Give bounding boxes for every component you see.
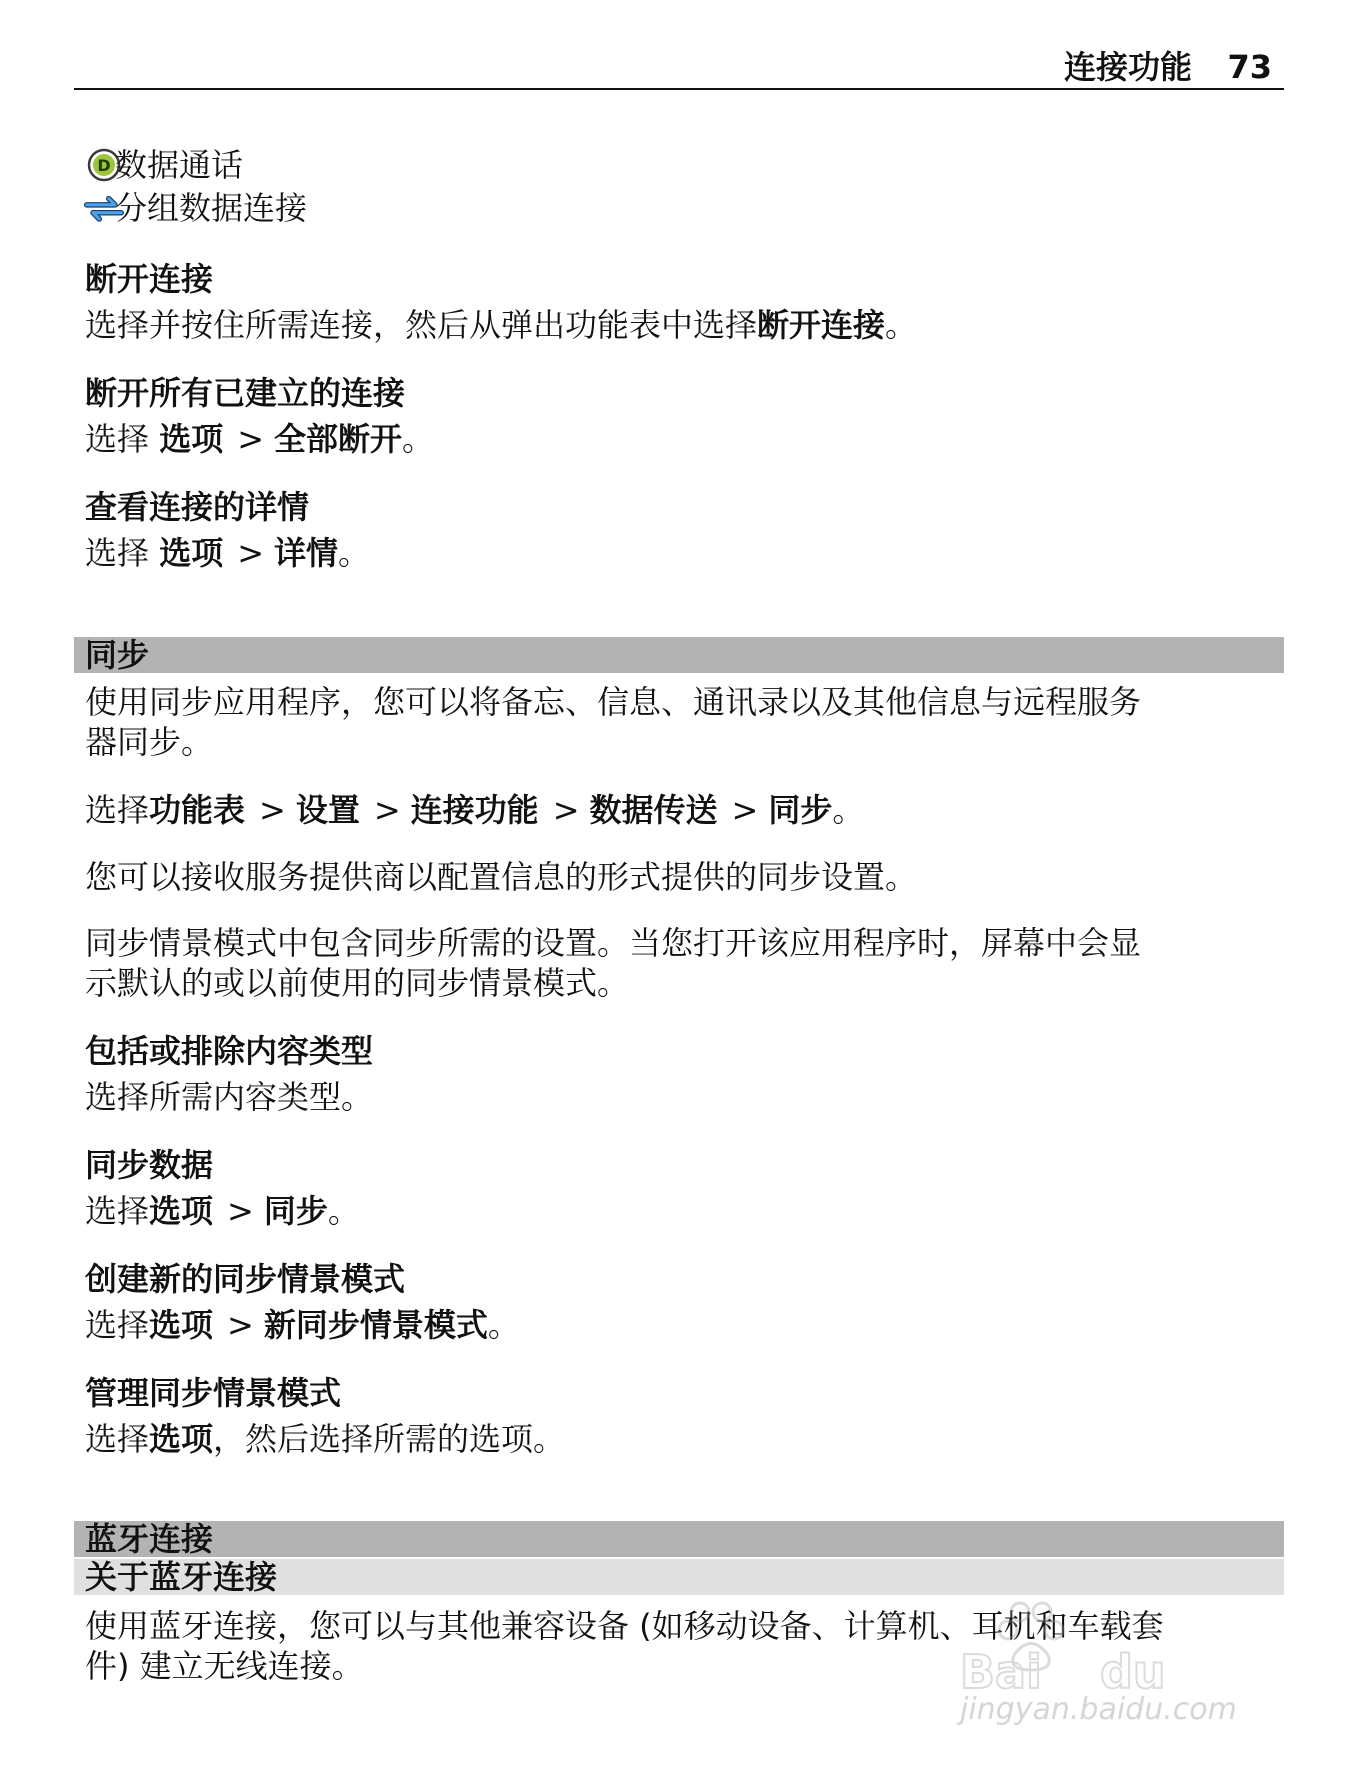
bluetooth-text-line1: 使用蓝牙连接，您可以与其他兼容设备 (如移动设备、计算机、耳机和车载套 [85, 1607, 1164, 1645]
disconnect-heading: 断开连接 [85, 260, 214, 298]
bluetooth-section-title: 蓝牙连接 [85, 1520, 214, 1558]
disconnect-all-text [85, 419, 434, 459]
sync-config-text: 您可以接收服务提供商以配置信息的形式提供的同步设置。 [85, 858, 918, 896]
page-header [74, 48, 1284, 90]
header-title: 连接功能 [1063, 48, 1192, 86]
sync-path-sep: > [731, 791, 759, 829]
data-call-label: 数据通话 [115, 146, 244, 184]
sync-data-sep: > [227, 1192, 254, 1230]
disconnect-text-body: 选择并按住所需连接，然后从弹出功能表中选择 [85, 306, 758, 344]
sync-section-band [74, 637, 1284, 673]
sync-path-item: 设置 [295, 791, 360, 829]
packet-data-label: 分组数据连接 [115, 189, 308, 227]
manage-profile-heading: 管理同步情景模式 [85, 1374, 342, 1412]
sync-path-sep: > [552, 791, 580, 829]
details-suffix: 。 [338, 534, 371, 572]
new-profile-suffix: 。 [487, 1306, 520, 1344]
sync-data-item2: 同步 [263, 1192, 328, 1230]
details-item1: 选项 [159, 534, 224, 572]
sync-path-item: 同步 [768, 791, 833, 829]
bluetooth-section-band [74, 1521, 1284, 1557]
bluetooth-subsection-title: 关于蓝牙连接 [85, 1558, 278, 1596]
svg-text:D: D [97, 156, 111, 175]
sync-data-heading: 同步数据 [85, 1146, 214, 1184]
content-types-heading: 包括或排除内容类型 [85, 1032, 374, 1070]
bluetooth-subsection-band [74, 1559, 1284, 1595]
new-profile-heading: 创建新的同步情景模式 [85, 1260, 406, 1298]
sync-path-item: 连接功能 [410, 791, 539, 829]
sync-profile-line2: 示默认的或以前使用的同步情景模式。 [85, 964, 630, 1002]
sync-path-sep: > [259, 791, 286, 829]
sync-path-sep: > [373, 791, 401, 829]
sync-intro-line1: 使用同步应用程序，您可以将备忘、信息、通讯录以及其他信息与远程服务 [85, 683, 1142, 721]
manage-profile-text [85, 1419, 565, 1459]
sync-path-prefix: 选择 [85, 791, 150, 829]
sync-data-text [85, 1191, 360, 1231]
baidu-logo [950, 1600, 1280, 1695]
details-prefix: 选择 [85, 534, 160, 572]
sync-data-item1: 选项 [149, 1192, 214, 1230]
manage-profile-prefix: 选择 [85, 1420, 150, 1458]
sync-data-suffix: 。 [327, 1192, 360, 1230]
sync-intro-line2: 器同步。 [85, 723, 214, 761]
disconnect-all-item2: 全部断开 [274, 420, 403, 458]
baidu-watermark [950, 1600, 1280, 1750]
details-sep: > [237, 534, 265, 572]
disconnect-all-heading: 断开所有已建立的连接 [85, 374, 406, 412]
page-number: 73 [1227, 48, 1272, 86]
sync-menu-path [85, 790, 864, 830]
watermark-url: jingyan.baidu.com [960, 1692, 1237, 1727]
sync-path-suffix: 。 [832, 791, 865, 829]
details-text [85, 533, 370, 573]
disconnect-text [85, 305, 917, 345]
disconnect-all-sep: > [237, 420, 265, 458]
new-profile-sep: > [227, 1306, 254, 1344]
new-profile-item1: 选项 [149, 1306, 214, 1344]
sync-profile-line1: 同步情景模式中包含同步所需的设置。当您打开该应用程序时，屏幕中会显 [85, 924, 1142, 962]
details-item2: 详情 [274, 534, 339, 572]
new-profile-prefix: 选择 [85, 1306, 150, 1344]
disconnect-text-bold: 断开连接 [757, 306, 886, 344]
manage-profile-item1: 选项 [149, 1420, 214, 1458]
sync-path-item: 数据传送 [589, 791, 718, 829]
new-profile-text [85, 1305, 520, 1345]
disconnect-all-item1: 选项 [159, 420, 224, 458]
sync-data-prefix: 选择 [85, 1192, 150, 1230]
disconnect-all-suffix: 。 [402, 420, 435, 458]
disconnect-all-prefix: 选择 [85, 420, 160, 458]
details-heading: 查看连接的详情 [85, 488, 310, 526]
manage-profile-suffix: ，然后选择所需的选项。 [213, 1420, 566, 1458]
sync-section-title: 同步 [85, 636, 150, 674]
content-types-text: 选择所需内容类型。 [85, 1078, 374, 1116]
bluetooth-text-line2: 件) 建立无线连接。 [85, 1647, 364, 1685]
svg-text:Bai: Bai [960, 1645, 1042, 1695]
disconnect-text-end: 。 [885, 306, 918, 344]
svg-text:du: du [1100, 1645, 1166, 1695]
new-profile-item2: 新同步情景模式 [263, 1306, 488, 1344]
sync-path-item: 功能表 [149, 791, 246, 829]
